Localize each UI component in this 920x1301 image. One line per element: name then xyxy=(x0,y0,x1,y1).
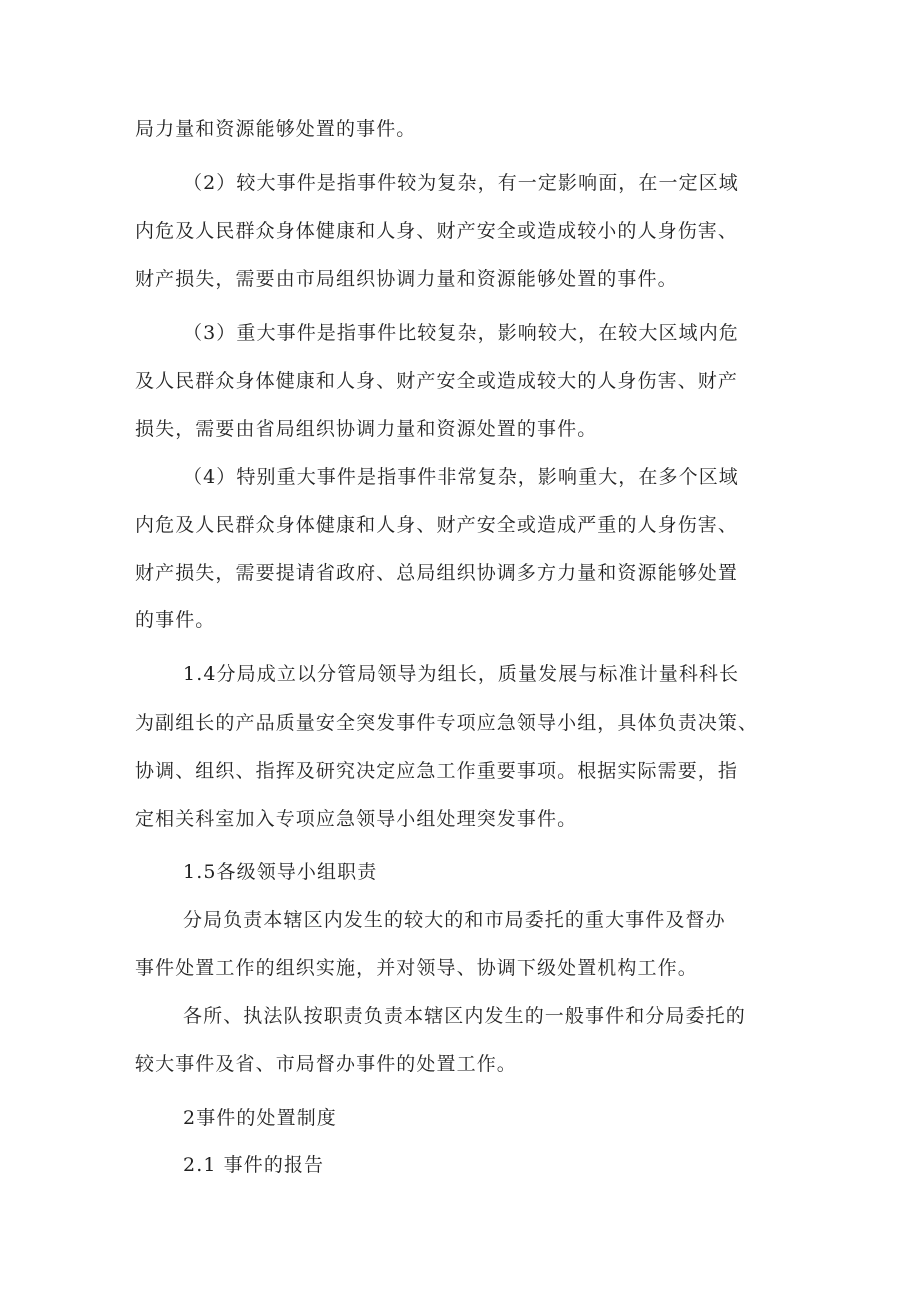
text-line: 财产损失，需要由市局组织协调力量和资源能够处置的事件。 xyxy=(135,268,678,290)
text-line: 定相关科室加入专项应急领导小组处理突发事件。 xyxy=(135,808,578,830)
text-line: （2）较大事件是指事件较为复杂，有一定影响面，在一定区域 xyxy=(183,172,739,194)
text-line: 为副组长的产品质量安全突发事件专项应急领导小组，具体负责决策、 xyxy=(135,712,759,734)
text-line: 及人民群众身体健康和人身、财产安全或造成较大的人身伤害、财产 xyxy=(135,370,739,392)
text-line: （3）重大事件是指事件比较复杂，影响较大，在较大区域内危 xyxy=(183,322,739,344)
text-line: 协调、组织、指挥及研究决定应急工作重要事项。根据实际需要，指 xyxy=(135,760,739,782)
text-line: 内危及人民群众身体健康和人身、财产安全或造成严重的人身伤害、 xyxy=(135,514,739,536)
text-line: 损失，需要由省局组织协调力量和资源处置的事件。 xyxy=(135,418,598,440)
text-line: 财产损失，需要提请省政府、总局组织协调多方力量和资源能够处置 xyxy=(135,562,739,584)
text-line: 内危及人民群众身体健康和人身、财产安全或造成较小的人身伤害、 xyxy=(135,220,739,242)
text-line: （4）特别重大事件是指事件非常复杂，影响重大，在多个区域 xyxy=(183,466,739,488)
section-heading: 2.1 事件的报告 xyxy=(183,1154,325,1176)
section-heading: 1.5各级领导小组职责 xyxy=(183,861,378,883)
text-line: 较大事件及省、市局督办事件的处置工作。 xyxy=(135,1053,517,1075)
text-line: 事件处置工作的组织实施，并对领导、协调下级处置机构工作。 xyxy=(135,957,698,979)
text-line: 各所、执法队按职责负责本辖区内发生的一般事件和分局委托的 xyxy=(183,1005,746,1027)
text-line: 1.4分局成立以分管局领导为组长，质量发展与标准计量科科长 xyxy=(183,663,740,685)
text-line: 的事件。 xyxy=(135,609,216,631)
section-heading: 2事件的处置制度 xyxy=(183,1107,337,1129)
text-line: 局力量和资源能够处置的事件。 xyxy=(135,118,417,140)
text-line: 分局负责本辖区内发生的较大的和市局委托的重大事件及督办 xyxy=(183,909,726,931)
